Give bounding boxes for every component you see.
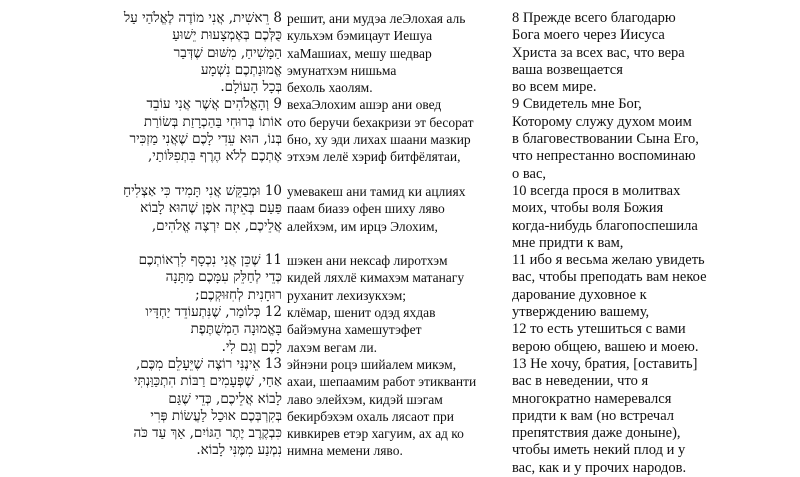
hebrew-line: 9 וְהָאֱלֹהִים אֲשֶׁר אֲנִי עוֹבֵד: [146, 96, 282, 113]
transliteration-line: кидей ляхлё кимахэм матанагу: [287, 270, 465, 286]
russian-line: верою общею, вашею и моею.: [512, 338, 699, 355]
russian-line: придти к вам (но встречал: [512, 407, 675, 424]
russian-line: 12 то есть утешиться с вами: [512, 321, 686, 338]
transliteration-line: бекирбэхэм охаль лясаот при: [287, 408, 455, 424]
transliteration-line: бехоль хаолям.: [287, 80, 373, 96]
transliteration-line: ахаи, шепаамим работ этикванти: [287, 374, 477, 390]
transliteration-line: кульхэм бэмицаут Иешуа: [287, 28, 433, 44]
transliteration-line: этхэм лелё хэриф битфёлятаи,: [287, 149, 461, 165]
hebrew-line: בְּכָל הָעוֹלָם.: [220, 79, 282, 96]
russian-line: моих, чтобы воля Божия: [512, 200, 664, 217]
russian-line: чтобы иметь некий плод и у: [512, 442, 686, 459]
transliteration-line: паам биазэ офен шиху ляво: [287, 201, 445, 217]
hebrew-line: אוֹתוֹ בְּרוּחִי בַּהַכְרָזַת בְּשׂוֹרַת: [143, 113, 282, 130]
hebrew-line: אֱמוּנַתְכֶם נִשְׁמָע: [200, 61, 282, 78]
transliteration-column: [287, 10, 497, 460]
transliteration-line: лаво элейхэм, кидэй шэгам: [287, 391, 443, 407]
russian-line: когда-нибудь благопоспешила: [512, 217, 698, 234]
hebrew-line: אֶתְכֶם לְלֹא הֶרֶף בִּתְפִלּוֹתַי,: [148, 148, 282, 165]
russian-line: препятствия даже доныне),: [512, 425, 681, 442]
transliteration-line: лахэм вегам ли.: [287, 339, 377, 355]
russian-line: вас в неведении, что я: [512, 373, 649, 390]
hebrew-line: לָכֶם וְגַם לִי.: [221, 338, 282, 355]
hebrew-line: [60, 235, 282, 252]
russian-line: Бога моего через Иисуса: [512, 27, 665, 44]
hebrew-line: אֲלֵיכֶם, אִם יִרְצֶה אֱלֹהִים,: [151, 217, 282, 234]
transliteration-line: хаМашиах, мешу шедвар: [287, 45, 432, 61]
transliteration-line: решит, ани мудэа леЭлохая аль: [287, 11, 466, 26]
transliteration-line: шэкен ани нексаф лиротхэм: [287, 253, 448, 269]
transliteration-line: эйнэни роцэ шийалем микэм,: [287, 356, 457, 372]
hebrew-line: [60, 166, 282, 183]
russian-line: 11 ибо я весьма желаю увидеть: [512, 252, 705, 269]
hebrew-line: כְּדֵי לְחַלֵּק עִמָּכֶם מַתָּנָה: [165, 269, 282, 286]
hebrew-line: לָבוֹא אֲלֵיכֶם, כְּדֵי שֶׁגַּם: [168, 390, 282, 407]
transliteration-line: руханит лехизукхэм;: [287, 287, 407, 303]
russian-line: 10 всегда прося в молитвах: [512, 182, 681, 199]
russian-line: многократно намеревался: [512, 390, 672, 407]
hebrew-line: כֻּלְּכֶם בְּאֶמְצָעוּת יֵשׁוּעַ: [172, 27, 282, 44]
transliteration-line: бно, ху эди лихах шаани мазкир: [287, 132, 471, 148]
russian-column: [512, 10, 797, 477]
transliteration-line: кивкирев етэр хагуим, ах ад ко: [287, 426, 464, 442]
russian-line: вас, чтобы преподать вам некое: [512, 269, 707, 286]
transliteration-line: [287, 166, 497, 183]
transliteration-line: [287, 235, 497, 252]
transliteration-line: алейхэм, им ирцэ Элохим,: [287, 218, 438, 234]
hebrew-line: אַחַי, שֶׁפְּעָמִים רַבּוֹת הִתְכַּוַּנְתִּי: [133, 373, 282, 390]
russian-line: вас, как и у прочих народов.: [512, 459, 687, 476]
russian-line: мне придти к вам,: [512, 234, 624, 251]
russian-line: что непрестанно воспоминаю: [512, 148, 696, 165]
hebrew-line: הַמָּשִׁיחַ, מִשּׁוּם שֶׁדְּבַר: [173, 44, 282, 61]
russian-line: ваша возвещается: [512, 61, 623, 78]
hebrew-line: כִּבְקֶרֶב יֶתֶר הַגּוֹיִם, אַךְ עַד כֹּה: [133, 425, 282, 442]
russian-line: утверждению вашему,: [512, 304, 650, 321]
russian-line: Которому служу духом моим: [512, 113, 692, 130]
transliteration-line: байэмуна хамешутэфет: [287, 322, 422, 338]
transliteration-line: эмунатхэм нишьма: [287, 62, 397, 78]
transliteration-line: умевакеш ани тамид ки ацлиях: [287, 183, 466, 199]
russian-line: о вас,: [512, 165, 547, 182]
transliteration-line: клёмар, шенит одэд яхдав: [287, 305, 436, 321]
hebrew-line: 10 וּמְבַקֵּשׁ אֲנִי תָּמִיד כִּי אַצְלִיחַ: [123, 182, 282, 199]
hebrew-line: בְּקִרְבְּכֶם אוּכַל לַעֲשׂוֹת פְּרִי: [150, 407, 282, 424]
hebrew-line: 8 רֵאשִׁית, אֲנִי מוֹדֶה לֶאֱלֹהַי עַל: [123, 10, 282, 26]
russian-line: 8 Прежде всего благодарю: [512, 10, 676, 26]
hebrew-column: [60, 10, 282, 460]
russian-line: в благовествовании Сына Его,: [512, 131, 699, 148]
hebrew-line: 11 שֶׁכֵּן אֲנִי נִכְסָף לִרְאוֹתְכֶם: [138, 252, 282, 269]
hebrew-line: נִמְנַע מִמֶּנִּי לָבוֹא.: [196, 442, 282, 459]
hebrew-line: בְּנוֹ, הוּא עֵדִי לָכֶם שֶׁאֲנִי מַזְכִּיר: [129, 131, 282, 148]
russian-line: Христа за всех вас, что вера: [512, 44, 685, 61]
hebrew-line: רוּחָנִית לְחִזּוּקְכֶם;: [195, 286, 282, 303]
russian-line: дарование духовное к: [512, 286, 647, 303]
russian-line: 9 Свидетель мне Бог,: [512, 96, 642, 113]
hebrew-line: בָּאֱמוּנָה הַמְשֻׁתֶּפֶת: [190, 321, 282, 338]
transliteration-line: ото беручи бехакризи эт бесорат: [287, 114, 474, 130]
transliteration-line: вехаЭлохим ашэр ани овед: [287, 97, 442, 113]
russian-line: 13 Не хочу, братия, [оставить]: [512, 355, 698, 372]
transliteration-line: нимна мемени ляво.: [287, 443, 403, 459]
hebrew-line: פַּעַם בְּאֵיזֶה אֹפֶן שֶׁהוּא לָבוֹא: [140, 200, 282, 217]
hebrew-line: 12 כְּלוֹמַר, שֶׁנִּתְעוֹדֵד יַחְדָּיו: [145, 304, 282, 321]
hebrew-line: 13 אֵינֶנִּי רוֹצֶה שֶׁיֵּעָלֵם מִכֶּם,: [135, 355, 282, 372]
russian-line: во всем мире.: [512, 79, 597, 96]
